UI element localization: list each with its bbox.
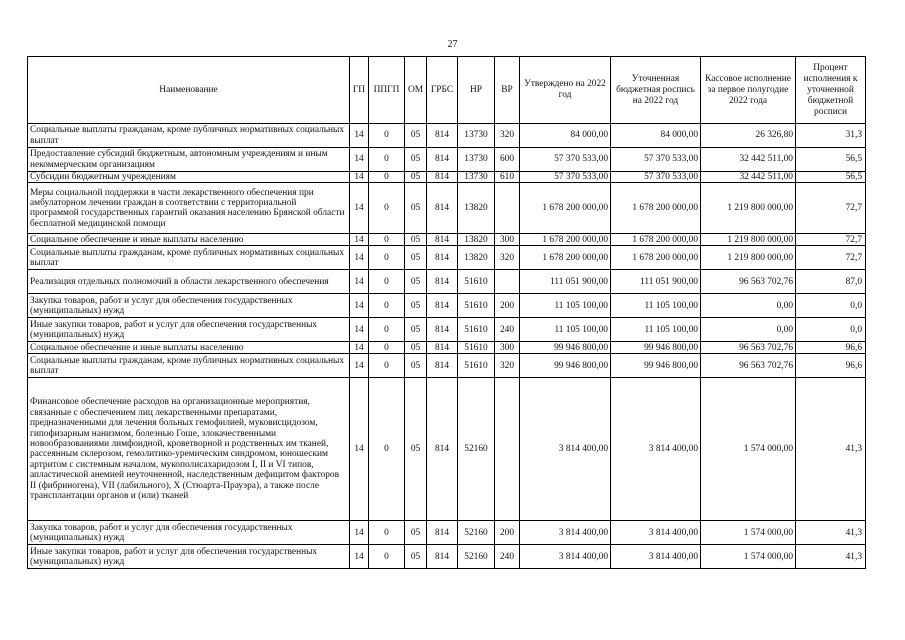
cell-np: 51610 (458, 294, 495, 318)
cell-cash: 1 574 000,00 (701, 545, 796, 569)
col-header-np: НР (458, 57, 495, 124)
cell-vr: 200 (495, 294, 520, 318)
cell-grbs: 814 (427, 172, 458, 183)
budget-table (27, 56, 866, 569)
cell-percent: 72,7 (796, 246, 866, 270)
cell-approved: 99 946 800,00 (520, 354, 611, 378)
cell-cash: 32 442 511,00 (701, 148, 796, 172)
cell-name: Меры социальной поддержки в части лекарственного обеспечения при амбулаторном лечении граждан в соответствии с территориальной программой государственных гарантий оказания населению Брянской области бесплатной медицинской помощи (28, 183, 350, 234)
cell-gp: 14 (350, 172, 369, 183)
cell-ppgp: 0 (369, 545, 405, 569)
cell-name: Социальное обеспечение и иные выплаты населению (28, 234, 350, 246)
cell-om: 05 (405, 270, 427, 294)
cell-np: 51610 (458, 354, 495, 378)
cell-percent: 41,3 (796, 378, 866, 521)
cell-ppgp: 0 (369, 521, 405, 545)
cell-gp: 14 (350, 294, 369, 318)
cell-approved: 111 051 900,00 (520, 270, 611, 294)
cell-name: Социальные выплаты гражданам, кроме публичных нормативных социальных выплат (28, 124, 350, 148)
cell-refined: 11 105 100,00 (611, 294, 701, 318)
cell-om: 05 (405, 183, 427, 234)
table-row (28, 270, 866, 294)
cell-approved: 1 678 200 000,00 (520, 183, 611, 234)
cell-gp: 14 (350, 246, 369, 270)
col-header-percent: Процент исполнения к уточненной бюджетной росписи (796, 57, 866, 124)
cell-approved: 1 678 200 000,00 (520, 234, 611, 246)
cell-cash: 1 219 800 000,00 (701, 234, 796, 246)
cell-vr (495, 378, 520, 521)
cell-np: 13730 (458, 124, 495, 148)
cell-name: Субсидии бюджетным учреждениям (28, 172, 350, 183)
cell-ppgp: 0 (369, 246, 405, 270)
cell-percent: 96,6 (796, 354, 866, 378)
col-header-refined: Уточненная бюджетная роспись на 2022 год (611, 57, 701, 124)
cell-om: 05 (405, 354, 427, 378)
cell-percent: 87,0 (796, 270, 866, 294)
col-header-name: Наименование (28, 57, 350, 124)
cell-percent: 41,3 (796, 545, 866, 569)
cell-grbs: 814 (427, 246, 458, 270)
cell-cash: 96 563 702,76 (701, 354, 796, 378)
cell-name: Иные закупки товаров, работ и услуг для обеспечения государственных (муниципальных) нужд (28, 545, 350, 569)
cell-ppgp: 0 (369, 172, 405, 183)
cell-om: 05 (405, 246, 427, 270)
cell-gp: 14 (350, 545, 369, 569)
cell-np: 52160 (458, 521, 495, 545)
cell-ppgp: 0 (369, 354, 405, 378)
cell-gp: 14 (350, 378, 369, 521)
cell-percent: 72,7 (796, 183, 866, 234)
cell-percent: 72,7 (796, 234, 866, 246)
cell-name: Иные закупки товаров, работ и услуг для обеспечения государственных (муниципальных) нужд (28, 318, 350, 342)
cell-approved: 3 814 400,00 (520, 378, 611, 521)
col-header-cash: Кассовое исполнение за первое полугодие 2022 года (701, 57, 796, 124)
col-header-vr: ВР (495, 57, 520, 124)
cell-gp: 14 (350, 521, 369, 545)
table-body (28, 124, 866, 569)
cell-refined: 84 000,00 (611, 124, 701, 148)
cell-refined: 57 370 533,00 (611, 148, 701, 172)
cell-ppgp: 0 (369, 183, 405, 234)
cell-np: 52160 (458, 378, 495, 521)
cell-vr: 610 (495, 172, 520, 183)
cell-percent: 96,6 (796, 342, 866, 354)
cell-vr: 200 (495, 521, 520, 545)
cell-cash: 1 574 000,00 (701, 521, 796, 545)
cell-grbs: 814 (427, 124, 458, 148)
cell-name: Социальное обеспечение и иные выплаты населению (28, 342, 350, 354)
cell-np: 51610 (458, 270, 495, 294)
cell-name: Социальные выплаты гражданам, кроме публичных нормативных социальных выплат (28, 354, 350, 378)
cell-om: 05 (405, 342, 427, 354)
cell-grbs: 814 (427, 378, 458, 521)
cell-refined: 57 370 533,00 (611, 172, 701, 183)
cell-om: 05 (405, 521, 427, 545)
cell-refined: 3 814 400,00 (611, 521, 701, 545)
table-row (28, 545, 866, 569)
cell-name: Предоставление субсидий бюджетным, автономным учреждениям и иным некоммерческим организациям (28, 148, 350, 172)
cell-np: 13820 (458, 183, 495, 234)
cell-ppgp: 0 (369, 270, 405, 294)
cell-gp: 14 (350, 234, 369, 246)
table-header (28, 57, 866, 124)
cell-name: Закупка товаров, работ и услуг для обеспечения государственных (муниципальных) нужд (28, 521, 350, 545)
cell-refined: 3 814 400,00 (611, 378, 701, 521)
col-header-grbs: ГРБС (427, 57, 458, 124)
cell-np: 13730 (458, 148, 495, 172)
cell-om: 05 (405, 318, 427, 342)
cell-approved: 57 370 533,00 (520, 172, 611, 183)
cell-vr: 600 (495, 148, 520, 172)
cell-np: 52160 (458, 545, 495, 569)
cell-grbs: 814 (427, 294, 458, 318)
table-row (28, 342, 866, 354)
cell-refined: 3 814 400,00 (611, 545, 701, 569)
cell-grbs: 814 (427, 545, 458, 569)
cell-refined: 99 946 800,00 (611, 342, 701, 354)
table-row (28, 246, 866, 270)
cell-vr: 320 (495, 124, 520, 148)
cell-approved: 11 105 100,00 (520, 294, 611, 318)
cell-gp: 14 (350, 270, 369, 294)
cell-ppgp: 0 (369, 342, 405, 354)
cell-refined: 1 678 200 000,00 (611, 183, 701, 234)
cell-om: 05 (405, 124, 427, 148)
cell-np: 13730 (458, 172, 495, 183)
table-row (28, 124, 866, 148)
cell-np: 51610 (458, 342, 495, 354)
cell-np: 51610 (458, 318, 495, 342)
cell-percent: 31,3 (796, 124, 866, 148)
cell-gp: 14 (350, 124, 369, 148)
cell-cash: 96 563 702,76 (701, 270, 796, 294)
cell-approved: 11 105 100,00 (520, 318, 611, 342)
table-row (28, 378, 866, 521)
cell-approved: 3 814 400,00 (520, 521, 611, 545)
cell-om: 05 (405, 234, 427, 246)
cell-om: 05 (405, 148, 427, 172)
col-header-approved: Утверждено на 2022 год (520, 57, 611, 124)
cell-ppgp: 0 (369, 148, 405, 172)
cell-percent: 41,3 (796, 521, 866, 545)
cell-percent: 56,5 (796, 172, 866, 183)
cell-om: 05 (405, 294, 427, 318)
cell-ppgp: 0 (369, 294, 405, 318)
table-row (28, 148, 866, 172)
cell-name: Социальные выплаты гражданам, кроме публичных нормативных социальных выплат (28, 246, 350, 270)
cell-refined: 99 946 800,00 (611, 354, 701, 378)
cell-cash: 26 326,80 (701, 124, 796, 148)
cell-gp: 14 (350, 318, 369, 342)
cell-grbs: 814 (427, 183, 458, 234)
page-number: 27 (447, 39, 458, 50)
cell-name: Закупка товаров, работ и услуг для обеспечения государственных (муниципальных) нужд (28, 294, 350, 318)
cell-cash: 1 219 800 000,00 (701, 183, 796, 234)
cell-vr: 240 (495, 318, 520, 342)
cell-percent: 0,0 (796, 294, 866, 318)
cell-gp: 14 (350, 183, 369, 234)
cell-np: 13820 (458, 246, 495, 270)
table-row (28, 234, 866, 246)
cell-cash: 1 219 800 000,00 (701, 246, 796, 270)
cell-om: 05 (405, 378, 427, 521)
cell-vr: 300 (495, 342, 520, 354)
cell-approved: 1 678 200 000,00 (520, 246, 611, 270)
cell-refined: 1 678 200 000,00 (611, 246, 701, 270)
cell-percent: 0,0 (796, 318, 866, 342)
cell-gp: 14 (350, 354, 369, 378)
cell-grbs: 814 (427, 234, 458, 246)
table-row (28, 354, 866, 378)
cell-approved: 3 814 400,00 (520, 545, 611, 569)
cell-cash: 0,00 (701, 318, 796, 342)
cell-grbs: 814 (427, 270, 458, 294)
cell-cash: 1 574 000,00 (701, 378, 796, 521)
cell-cash: 0,00 (701, 294, 796, 318)
cell-ppgp: 0 (369, 378, 405, 521)
cell-vr (495, 183, 520, 234)
cell-gp: 14 (350, 148, 369, 172)
cell-name: Финансовое обеспечение расходов на организационные мероприятия, связанные с обеспечением лиц лекарственными препаратами, предназначенными для лечения больных гемофилией, муковисцидозом, гипофизарным нанизмом, болезнью Гоше, злокачественными новообразованиями лимфоидной, кроветворной и родственных им тканей, рассеянным склерозом, гемолитико-уремическим синдромом, юношеским артритом с системным началом, мукополисахаридозом I, II и VI типов, апластической анемией неуточненной, наследственным дефицитом факторов II (фибриногена), VII (лабильного), X (Стюарта-Прауэра), а также после трансплантации органов и (или) тканей (28, 378, 350, 521)
col-header-gp: ГП (350, 57, 369, 124)
cell-grbs: 814 (427, 148, 458, 172)
cell-vr: 240 (495, 545, 520, 569)
cell-om: 05 (405, 545, 427, 569)
cell-grbs: 814 (427, 318, 458, 342)
cell-grbs: 814 (427, 354, 458, 378)
table-row (28, 318, 866, 342)
cell-refined: 1 678 200 000,00 (611, 234, 701, 246)
cell-cash: 32 442 511,00 (701, 172, 796, 183)
cell-percent: 56,5 (796, 148, 866, 172)
cell-grbs: 814 (427, 521, 458, 545)
cell-approved: 84 000,00 (520, 124, 611, 148)
cell-vr: 320 (495, 354, 520, 378)
cell-ppgp: 0 (369, 234, 405, 246)
cell-refined: 11 105 100,00 (611, 318, 701, 342)
col-header-om: ОМ (405, 57, 427, 124)
cell-approved: 99 946 800,00 (520, 342, 611, 354)
cell-vr (495, 270, 520, 294)
cell-gp: 14 (350, 342, 369, 354)
col-header-ppgp: ППГП (369, 57, 405, 124)
cell-ppgp: 0 (369, 124, 405, 148)
table-row (28, 521, 866, 545)
cell-om: 05 (405, 172, 427, 183)
cell-vr: 300 (495, 234, 520, 246)
cell-refined: 111 051 900,00 (611, 270, 701, 294)
cell-name: Реализация отдельных полномочий в области лекарственного обеспечения (28, 270, 350, 294)
cell-ppgp: 0 (369, 318, 405, 342)
cell-approved: 57 370 533,00 (520, 148, 611, 172)
cell-np: 13820 (458, 234, 495, 246)
cell-vr: 320 (495, 246, 520, 270)
table-row (28, 183, 866, 234)
cell-grbs: 814 (427, 342, 458, 354)
table-row (28, 172, 866, 183)
cell-cash: 96 563 702,76 (701, 342, 796, 354)
table-row (28, 294, 866, 318)
